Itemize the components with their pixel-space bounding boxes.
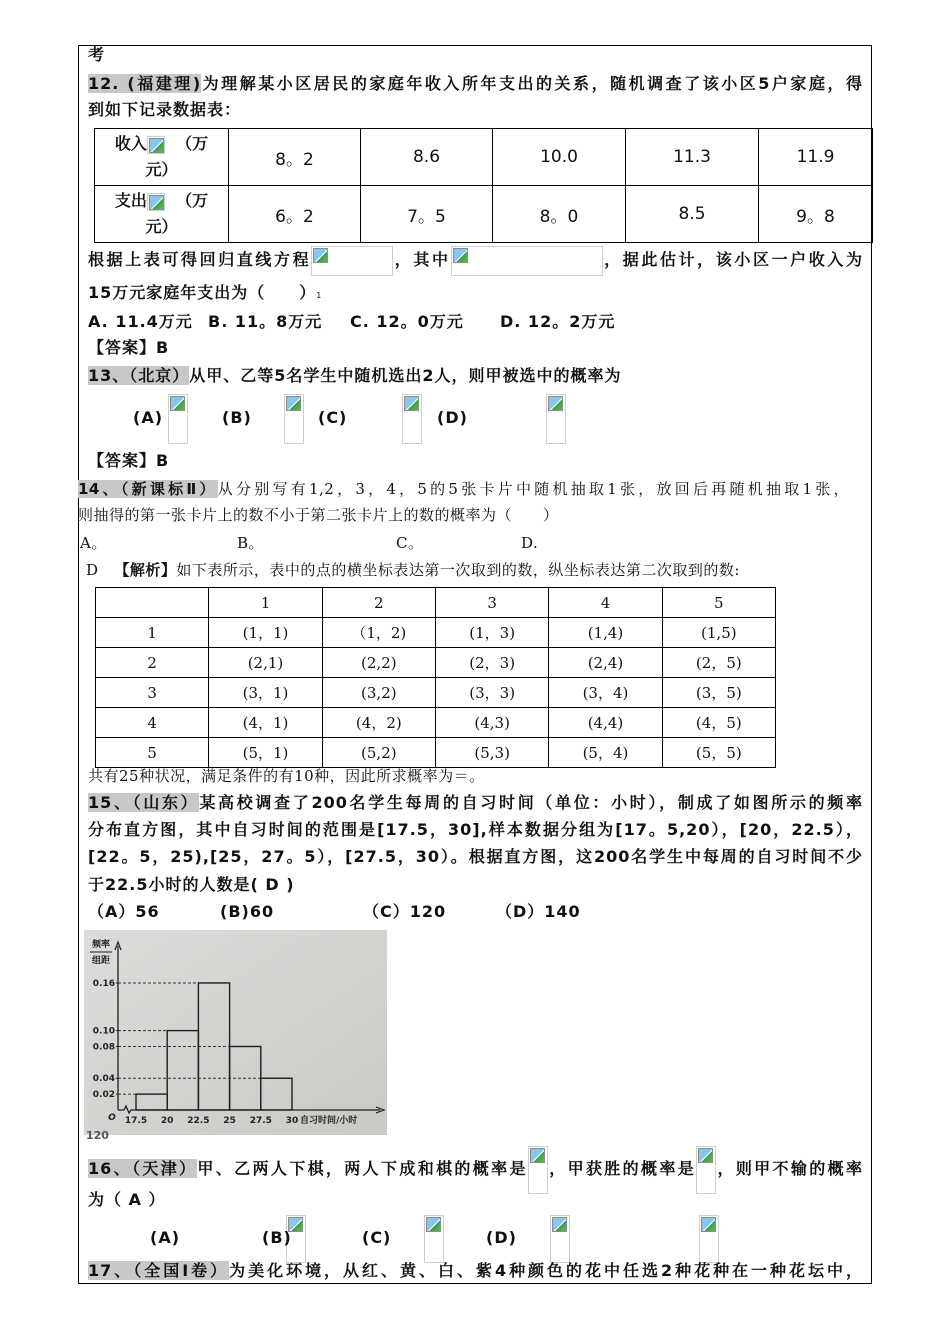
top-character: 考 — [88, 45, 106, 64]
table-cell: (2,4) — [549, 648, 662, 678]
q14-analysis — [86, 559, 740, 581]
table-cell: (4，5) — [662, 708, 775, 738]
expense-unit-part1: （万 — [176, 191, 209, 210]
table-cell: (2,2) — [322, 648, 435, 678]
row-header: 2 — [96, 648, 209, 678]
table-cell: (2,1) — [209, 648, 322, 678]
q16-option-c-image — [550, 1215, 570, 1263]
q12-label: 12. (福建理) — [88, 74, 202, 93]
y-tick-label-0: 0.02 — [92, 1090, 115, 1101]
q14-option-d: D. — [521, 534, 539, 552]
q14-analysis-text: 如下表所示，表中的点的横坐标表达第一次取到的数，纵坐标表达第二次取到的数: — [176, 561, 740, 579]
expense-unit-part2: 元） — [145, 217, 178, 236]
broken-image-icon — [404, 396, 419, 411]
table-cell: (3，5) — [662, 678, 775, 708]
x-tick-label-3: 25 — [223, 1116, 236, 1126]
q16-text-a: 甲、乙两人下棋，两人下成和棋的概率是 — [197, 1159, 528, 1178]
q16-option-d-label: (D) — [486, 1228, 517, 1247]
table-row — [95, 186, 873, 243]
q14-option-a: A。 — [80, 534, 107, 552]
q14-line1 — [78, 478, 849, 500]
histogram-photo-background — [84, 930, 387, 1135]
q15-option-b: (B)60 — [220, 902, 275, 921]
table-cell: (4，1) — [209, 708, 322, 738]
q12-text-4: 15万元家庭年支出为（ ） — [88, 283, 317, 302]
table-header-row — [96, 588, 776, 618]
table-cell: (3，3) — [435, 678, 548, 708]
table-cell: 6。2 — [229, 186, 361, 243]
table-cell: (1,4) — [549, 618, 662, 648]
formula-image-placeholder — [147, 136, 165, 154]
column-header: 3 — [435, 588, 548, 618]
regression-equation-image — [311, 246, 393, 276]
q16-line2: 为（ A ） — [88, 1190, 166, 1209]
table-row — [96, 618, 776, 648]
q12-line1 — [88, 73, 863, 95]
q14-text-1: 从分别写有1,2，3，4，5的5张卡片中随机抽取1张，放回后再随机抽取1张， — [217, 480, 849, 498]
win-probability-image — [696, 1146, 716, 1194]
table-cell: (5，1) — [209, 738, 322, 768]
broken-image-icon — [149, 138, 164, 153]
y-tick-label-3: 0.10 — [92, 1026, 115, 1037]
q13-option-a-image — [168, 394, 188, 444]
table-row — [96, 708, 776, 738]
table-cell: (4,4) — [549, 708, 662, 738]
income-header-cell — [95, 129, 229, 186]
cropped-caption-fragment: 120 — [86, 1129, 109, 1142]
broken-image-icon — [530, 1148, 545, 1163]
q15-text-1: 某高校调查了200名学生每周的自习时间（单位：小时），制成了如图所示的频率 — [199, 793, 863, 812]
table-cell: 7。5 — [361, 186, 493, 243]
q13-text: 从甲、乙等5名学生中随机选出2人，则甲被选中的概率为 — [189, 366, 622, 385]
expense-header-cell — [95, 186, 229, 243]
table-cell: 10.0 — [493, 129, 626, 186]
q15-option-a: （A）56 — [88, 902, 160, 921]
broken-image-icon — [453, 248, 468, 263]
q14-label: 14、（新课标Ⅱ） — [78, 480, 218, 498]
q13-option-d-image — [546, 394, 566, 444]
table-cell: (3,2) — [322, 678, 435, 708]
q16-text-c: ，则甲不输的概率 — [716, 1159, 863, 1178]
y-tick-label-2: 0.08 — [92, 1042, 115, 1053]
q12-option-b: B. 11。8万元 — [208, 312, 323, 331]
broken-image-icon — [552, 1217, 567, 1232]
broken-image-icon — [426, 1217, 441, 1232]
q12-text-3b: ，其中 — [393, 250, 451, 269]
column-header — [96, 588, 209, 618]
table-cell: 8。0 — [493, 186, 626, 243]
table-cell: (1,5) — [662, 618, 775, 648]
q13-option-b-image — [284, 394, 304, 444]
q13-label: 13、（北京） — [88, 366, 190, 385]
table-cell: (1，3) — [435, 618, 548, 648]
column-header: 4 — [549, 588, 662, 618]
q12-line4 — [88, 282, 322, 304]
broken-image-icon — [286, 396, 301, 411]
expense-label: 支出 — [114, 191, 147, 210]
q14-outcome-table — [95, 587, 776, 768]
q12-data-table — [94, 128, 873, 243]
x-tick-label-1: 20 — [160, 1116, 174, 1126]
table-cell: 11.9 — [759, 129, 873, 186]
x-tick-label-2: 22.5 — [187, 1116, 210, 1126]
q15-label: 15、（山东） — [88, 793, 200, 812]
q17-text: 为美化环境，从红、黄、白、紫4种颜色的花中任选2种花种在一种花坛中， — [229, 1261, 863, 1280]
q14-option-b: B。 — [237, 534, 265, 552]
table-cell: (2，5) — [662, 648, 775, 678]
q13-option-d-label: (D) — [437, 408, 468, 427]
q13-option-b-label: (B) — [222, 408, 252, 427]
q12-footnote-mark: 1 — [316, 291, 323, 300]
q12-text-3c: ，据此估计，该小区一户收入为 — [602, 250, 863, 269]
table-cell: (5，4) — [549, 738, 662, 768]
x-tick-label-5: 30 — [285, 1116, 299, 1126]
q15-option-c: （C）120 — [363, 902, 447, 921]
broken-image-icon — [698, 1148, 713, 1163]
q12-options — [88, 311, 728, 333]
x-axis-label: 自习时间/小时 — [300, 1116, 358, 1126]
row-header: 5 — [96, 738, 209, 768]
table-cell: (3，1) — [209, 678, 322, 708]
q17-line1 — [88, 1260, 863, 1282]
table-row — [96, 738, 776, 768]
table-row — [95, 129, 873, 186]
coefficient-formula-image — [451, 246, 603, 276]
table-cell: (1，1) — [209, 618, 322, 648]
q14-option-c: C。 — [396, 534, 424, 552]
q12-line2: 到如下记录数据表： — [88, 100, 242, 119]
table-row — [96, 648, 776, 678]
q13-answer: 【答案】B — [88, 451, 170, 470]
draw-probability-image — [528, 1146, 548, 1194]
table-cell: (3，4) — [549, 678, 662, 708]
table-cell: (2，3) — [435, 648, 548, 678]
table-cell: 8。2 — [229, 129, 361, 186]
y-tick-label-4: 0.16 — [92, 978, 115, 989]
column-header: 2 — [322, 588, 435, 618]
q15-option-d: （D）140 — [496, 902, 581, 921]
q16-label: 16、（天津） — [88, 1159, 198, 1178]
row-header: 3 — [96, 678, 209, 708]
table-cell: (4，2) — [322, 708, 435, 738]
broken-image-icon — [701, 1217, 716, 1232]
q14-summary: 共有25种状况，满足条件的有10种，因此所求概率为＝。 — [88, 767, 485, 785]
broken-image-icon — [313, 248, 328, 263]
q15-line3: [22。5，25),[25，27。5），[27.5，30）。根据直方图，这200名学生中每周的自习时间不少 — [88, 847, 863, 866]
q16-option-b-image — [424, 1215, 444, 1263]
row-header: 4 — [96, 708, 209, 738]
table-cell: (5,3) — [435, 738, 548, 768]
row-header: 1 — [96, 618, 209, 648]
q12-text-1: 为理解某小区居民的家庭年收入所年支出的关系，随机调查了该小区5户家庭，得 — [201, 74, 863, 93]
q15-line1 — [88, 792, 863, 814]
y-axis-label-numerator: 频率 — [91, 940, 111, 950]
table-cell: 8.6 — [361, 129, 493, 186]
x-tick-label-0: 17.5 — [124, 1116, 148, 1126]
table-cell: 8.5 — [626, 186, 759, 243]
income-label: 收入 — [114, 134, 147, 153]
table-cell: (5，5) — [662, 738, 775, 768]
y-axis-label-denominator: 组距 — [91, 956, 111, 966]
table-cell: 9。8 — [759, 186, 873, 243]
x-tick-label-4: 27.5 — [249, 1116, 272, 1126]
q16-option-b-label: (B) — [262, 1228, 292, 1247]
broken-image-icon — [170, 396, 185, 411]
q14-analysis-answer: D — [86, 561, 99, 579]
broken-image-icon — [149, 195, 164, 210]
q16-option-d-image — [699, 1215, 719, 1263]
table-cell: (4,3) — [435, 708, 548, 738]
y-tick-label-1: 0.04 — [92, 1074, 115, 1085]
q13-option-c-label: (C) — [318, 408, 348, 427]
q13-option-a-label: (A) — [133, 408, 164, 427]
column-header: 5 — [662, 588, 775, 618]
income-unit-part2: 元） — [145, 160, 178, 179]
q16-option-c-label: (C) — [362, 1228, 392, 1247]
column-header: 1 — [209, 588, 322, 618]
q16-line1 — [88, 1144, 863, 1194]
q12-option-a: A. 11.4万元 — [88, 312, 193, 331]
q15-line2: 分布直方图，其中自习时间的范围是[17.5，30],样本数据分组为[17。5,20），[20，22.5）， — [88, 820, 863, 839]
q13-line1 — [88, 365, 622, 387]
frequency-histogram — [84, 930, 387, 1142]
q14-analysis-tag: 【解析】 — [114, 561, 177, 579]
income-unit-part1: （万 — [176, 134, 209, 153]
q17-label: 17、（全国Ⅰ卷） — [88, 1261, 230, 1280]
formula-image-placeholder — [147, 193, 165, 211]
q12-option-c: C. 12。0万元 — [350, 312, 464, 331]
broken-image-icon — [548, 396, 563, 411]
q13-option-c-image — [402, 394, 422, 444]
origin-label: O — [108, 1113, 116, 1123]
q16-text-b: ，甲获胜的概率是 — [547, 1159, 697, 1178]
table-cell: (5,2) — [322, 738, 435, 768]
table-cell: （1，2) — [322, 618, 435, 648]
q14-line2: 则抽得的第一张卡片上的数不小于第二张卡片上的数的概率为（ ） — [78, 506, 559, 524]
q12-line3 — [88, 244, 863, 276]
q12-text-3a: 根据上表可得回归直线方程 — [88, 250, 312, 269]
q12-option-d: D. 12。2万元 — [500, 312, 616, 331]
q16-option-a-label: (A) — [150, 1228, 181, 1247]
table-cell: 11.3 — [626, 129, 759, 186]
q12-answer: 【答案】B — [88, 338, 170, 357]
q15-line4: 于22.5小时的人数是( D ) — [88, 875, 295, 894]
table-row — [96, 678, 776, 708]
